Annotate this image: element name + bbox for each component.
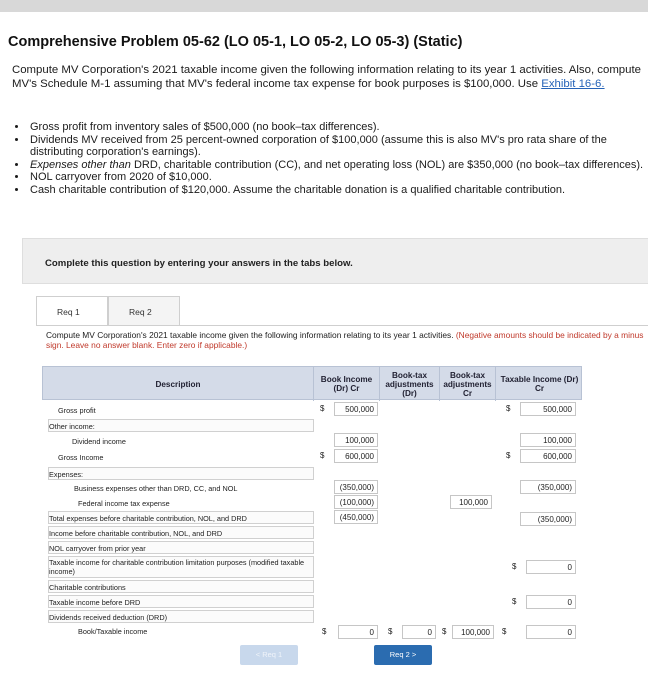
taxable-income-input[interactable]: (350,000): [520, 512, 576, 526]
row-label: NOL carryover from prior year: [48, 541, 314, 554]
dollar-sign: $: [512, 597, 517, 606]
dollar-sign: $: [322, 627, 327, 636]
adj-cr-input[interactable]: 100,000: [450, 495, 492, 509]
col-adj-cr: Book-tax adjustments Cr: [439, 367, 495, 401]
dollar-sign: $: [506, 451, 511, 460]
row-label: Expenses:: [48, 467, 314, 480]
instruction-text: Complete this question by entering your answers in the tabs below.: [45, 258, 353, 269]
dollar-sign: $: [388, 627, 393, 636]
facts-list: [14, 121, 648, 196]
tab-divider: [36, 325, 648, 326]
book-income-input[interactable]: (100,000): [334, 495, 378, 509]
col-taxable: Taxable Income (Dr) Cr: [495, 367, 583, 401]
problem-intro: [12, 63, 648, 91]
intro-text: Compute MV Corporation's 2021 taxable income given the following information relating to its year 1 activities. Also, compute MV's Schedule M-1 assuming that MV's federal income tax expense for book purposes is $100,000. Use: [12, 64, 641, 90]
question-body: Compute MV Corporation's 2021 taxable income given the following information relating to its year 1 activities.: [46, 330, 456, 340]
taxable-income-input[interactable]: (350,000): [520, 480, 576, 494]
row-label: Income before charitable contribution, NOL, and DRD: [48, 526, 314, 539]
book-income-input[interactable]: (350,000): [334, 480, 378, 494]
fact-item: • Cash charitable contribution of $120,000. Assume the charitable donation is a qualified charitable contribution.: [28, 184, 648, 197]
row-label: Taxable income before DRD: [48, 595, 314, 608]
taxable-income-input[interactable]: 100,000: [520, 433, 576, 447]
taxable-income-input[interactable]: 0: [526, 625, 576, 639]
col-description: Description: [155, 379, 201, 389]
question-note: (Negative amounts should be indicated by a minus sign. Leave no answer blank. Enter zero if applicable.): [46, 330, 644, 350]
top-strip: [0, 0, 648, 12]
fact-emphasis: Expenses other than: [30, 158, 131, 171]
col-adj-dr: Book-tax adjustments (Dr): [379, 367, 439, 401]
exhibit-link[interactable]: Exhibit 16-6.: [541, 78, 605, 90]
instruction-box: [22, 238, 648, 284]
tab-req-2[interactable]: Req 2: [108, 296, 180, 326]
book-income-input[interactable]: 0: [338, 625, 378, 639]
page-title: Comprehensive Problem 05-62 (LO 05-1, LO 05-2, LO 05-3) (Static): [8, 34, 463, 50]
dollar-sign: $: [442, 627, 447, 636]
row-label: Charitable contributions: [48, 580, 314, 593]
row-label: Taxable income for charitable contribution limitation purposes (modified taxable income): [48, 556, 314, 578]
adj-dr-input[interactable]: 0: [402, 625, 436, 639]
row-label: Business expenses other than DRD, CC, and NOL: [74, 484, 238, 493]
taxable-income-input[interactable]: 0: [526, 595, 576, 609]
taxable-income-input[interactable]: 500,000: [520, 402, 576, 416]
row-label: Federal income tax expense: [78, 499, 170, 508]
taxable-income-input[interactable]: 0: [526, 560, 576, 574]
dollar-sign: $: [320, 451, 325, 460]
col-book-income: Book Income (Dr) Cr: [313, 367, 379, 401]
taxable-income-input[interactable]: 600,000: [520, 449, 576, 463]
book-income-input[interactable]: 500,000: [334, 402, 378, 416]
book-income-input[interactable]: (450,000): [334, 510, 378, 524]
dollar-sign: $: [512, 562, 517, 571]
table-header: [42, 366, 582, 400]
dollar-sign: $: [502, 627, 507, 636]
row-label: Book/Taxable income: [78, 627, 148, 636]
next-req-button[interactable]: Req 2 >: [374, 645, 432, 665]
question-text: [46, 330, 648, 350]
book-income-input[interactable]: 600,000: [334, 449, 378, 463]
fact-item: • Expenses other than DRD, charitable contribution (CC), and net operating loss (NOL) are $350,000 (no book–tax differences).: [28, 159, 648, 172]
dollar-sign: $: [320, 404, 325, 413]
row-label: Gross Income: [58, 453, 104, 462]
fact-item: • Gross profit from inventory sales of $500,000 (no book–tax differences).: [28, 121, 648, 134]
taxable-income-table: [42, 366, 582, 646]
fact-item: • NOL carryover from 2020 of $10,000.: [28, 171, 648, 184]
row-label: Other income:: [48, 419, 314, 432]
tab-req-1[interactable]: Req 1: [36, 296, 108, 326]
row-label: Gross profit: [58, 406, 96, 415]
row-label: Dividends received deduction (DRD): [48, 610, 314, 623]
dollar-sign: $: [506, 404, 511, 413]
adj-cr-input[interactable]: 100,000: [452, 625, 494, 639]
fact-item: • Dividends MV received from 25 percent-owned corporation of $100,000 (assume this is also MV's pro rata share of the distributing corporation's earnings).: [28, 134, 648, 159]
prev-req-button[interactable]: < Req 1: [240, 645, 298, 665]
book-income-input[interactable]: 100,000: [334, 433, 378, 447]
row-label: Dividend income: [72, 437, 126, 446]
row-label: Total expenses before charitable contribution, NOL, and DRD: [48, 511, 314, 524]
